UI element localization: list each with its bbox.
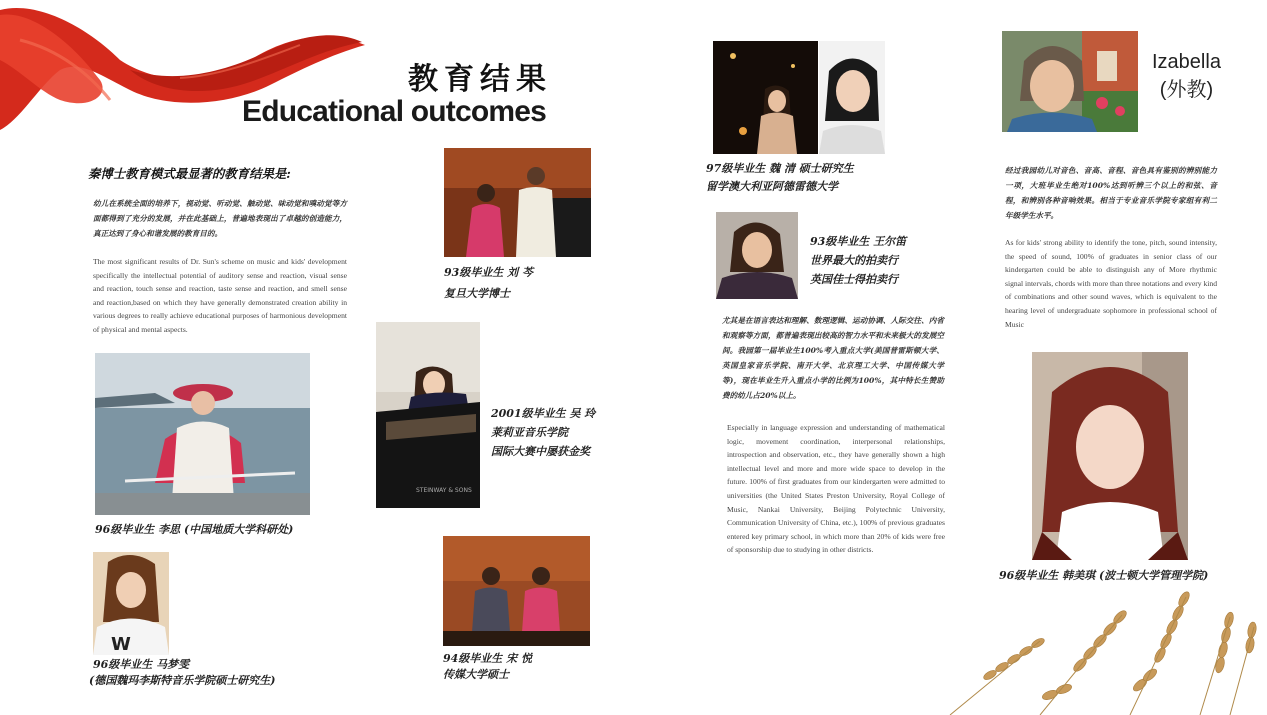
caption-han-meiqi: 96级毕业生 韩美琪 (波士顿大学管理学院) <box>999 569 1209 582</box>
caption-wang-erdi-line3: 英国佳士得拍卖行 <box>810 273 898 286</box>
right-chinese-text: 经过我园幼儿对音色、音高、音程、音色具有鉴别的辨别能力一项，大班毕业生绝对100%达到听辨三个以上的和弦、音程，和辨别各种音响效果。相当于专业音乐学院专家组有利二年级学生水平。 <box>1005 166 1217 220</box>
photo-li-si <box>95 353 310 515</box>
izabella-role: (外教) <box>1159 79 1214 101</box>
photo-liu-qin <box>444 148 591 257</box>
caption-ma-mengwen-line2: (德国魏玛李斯特音乐学院硕士研究生) <box>89 674 276 687</box>
page-title-chinese: 教育结果 <box>408 62 552 97</box>
caption-ma-mengwen-line1: 96级毕业生 马梦雯 <box>93 658 190 671</box>
caption-song-yue-line1: 94级毕业生 宋 悦 <box>443 652 532 665</box>
caption-song-yue-line2: 传媒大学硕士 <box>443 668 509 681</box>
svg-text:W: W <box>111 634 131 655</box>
intro-heading: 秦博士教育模式最显著的教育结果是: <box>88 166 291 181</box>
page-title-english: Educational outcomes <box>242 95 547 128</box>
photo-wei-qing-night <box>713 41 818 154</box>
svg-text:STEINWAY & SONS: STEINWAY & SONS <box>416 487 472 494</box>
caption-li-si: 96级毕业生 李思 (中国地质大学科研处) <box>95 523 294 536</box>
right-english-text: As for kids' strong ability to identify the tone, pitch, sound intensity, the speed of sound, 100% of graduates in senior class of our kindergarten could be able to distinguish any of More rhythmic signal intervals, chords with more than three notations and every kind of combinations and other sound waves, which is equivalent to the hearing level of undergraduate sophomore in professional school of Music <box>1005 238 1217 329</box>
caption-wang-erdi-line1: 93级毕业生 王尔笛 <box>810 235 907 248</box>
caption-liu-qin-line2: 复旦大学博士 <box>444 287 510 300</box>
izabella-label <box>1152 48 1221 104</box>
caption-liu-qin-line1: 93级毕业生 刘 芩 <box>444 266 533 279</box>
caption-wei-qing-line2: 留学澳大利亚阿德雷德大学 <box>706 180 838 193</box>
caption-wu-ling-line3: 国际大赛中屡获金奖 <box>491 445 590 458</box>
photo-wang-erdi <box>716 212 798 299</box>
photo-ma-mengwen <box>93 552 169 655</box>
intro-chinese-text: 幼儿在系统全面的培养下，视动觉、听动觉、触动觉、味动觉和嗅动觉等方面都得到了充分的发展，并在此基础上，普遍地表现出了卓越的创造能力，真正达到了身心和谐发展的教育目的。 <box>93 199 347 238</box>
photo-han-meiqi <box>1032 352 1188 560</box>
caption-wang-erdi-line2: 世界最大的拍卖行 <box>810 254 898 267</box>
intro-english-text: The most significant results of Dr. Sun's scheme on music and kids' development specifically the intellectual potential of auditory sense and reaction, visual sense and reaction, touch sense and reaction, taste sense and reaction, and smell sense and reaction,based on which they have generally demonstrated creation ability in various degrees to really achieve educational purposes of harmonious development of physical and mental aspects. <box>93 257 347 334</box>
photo-wei-qing-portrait <box>819 41 885 154</box>
photo-wu-ling <box>376 322 480 508</box>
izabella-name: Izabella <box>1152 51 1221 73</box>
photo-izabella <box>1002 31 1138 132</box>
wheat-decoration <box>930 585 1267 715</box>
photo-song-yue <box>443 536 590 646</box>
caption-wu-ling-line1: 2001级毕业生 吴 玲 <box>491 407 596 420</box>
middle-english-text: Especially in language expression and understanding of mathematical logic, movement coordination, interpersonal relationships, introspection and observation, etc., they have generally shown a high intellectual level and more and more wide space to develop in the future. 100% of first graduates from our kindergarten were admitted to universities (the United States Preston University, Royal College of Music, Nankai University, Beijing Polytechnic University, Communication University of China, etc.), 100% of previous graduates entered key primary school, in which more than 20% of kids were free of sponsorship due to studying in other districts. <box>727 423 945 555</box>
middle-chinese-text: 尤其是在语言表达和理解、数理逻辑、运动协调、人际交往、内省和观察等方面，都普遍表现出较高的智力水平和未来极大的发展空间。我园第一届毕业生100%考入重点大学(美国普雷斯顿大学、英国皇家音乐学院、南开大学、北京理工大学、中国传媒大学等)，现在毕业生升入重点小学的比例为100%，其中特长生赞助费的幼儿占20%以上。 <box>722 316 944 400</box>
caption-wu-ling-line2: 莱莉亚音乐学院 <box>491 426 568 439</box>
caption-wei-qing-line1: 97级毕业生 魏 清 硕士研究生 <box>706 162 854 175</box>
